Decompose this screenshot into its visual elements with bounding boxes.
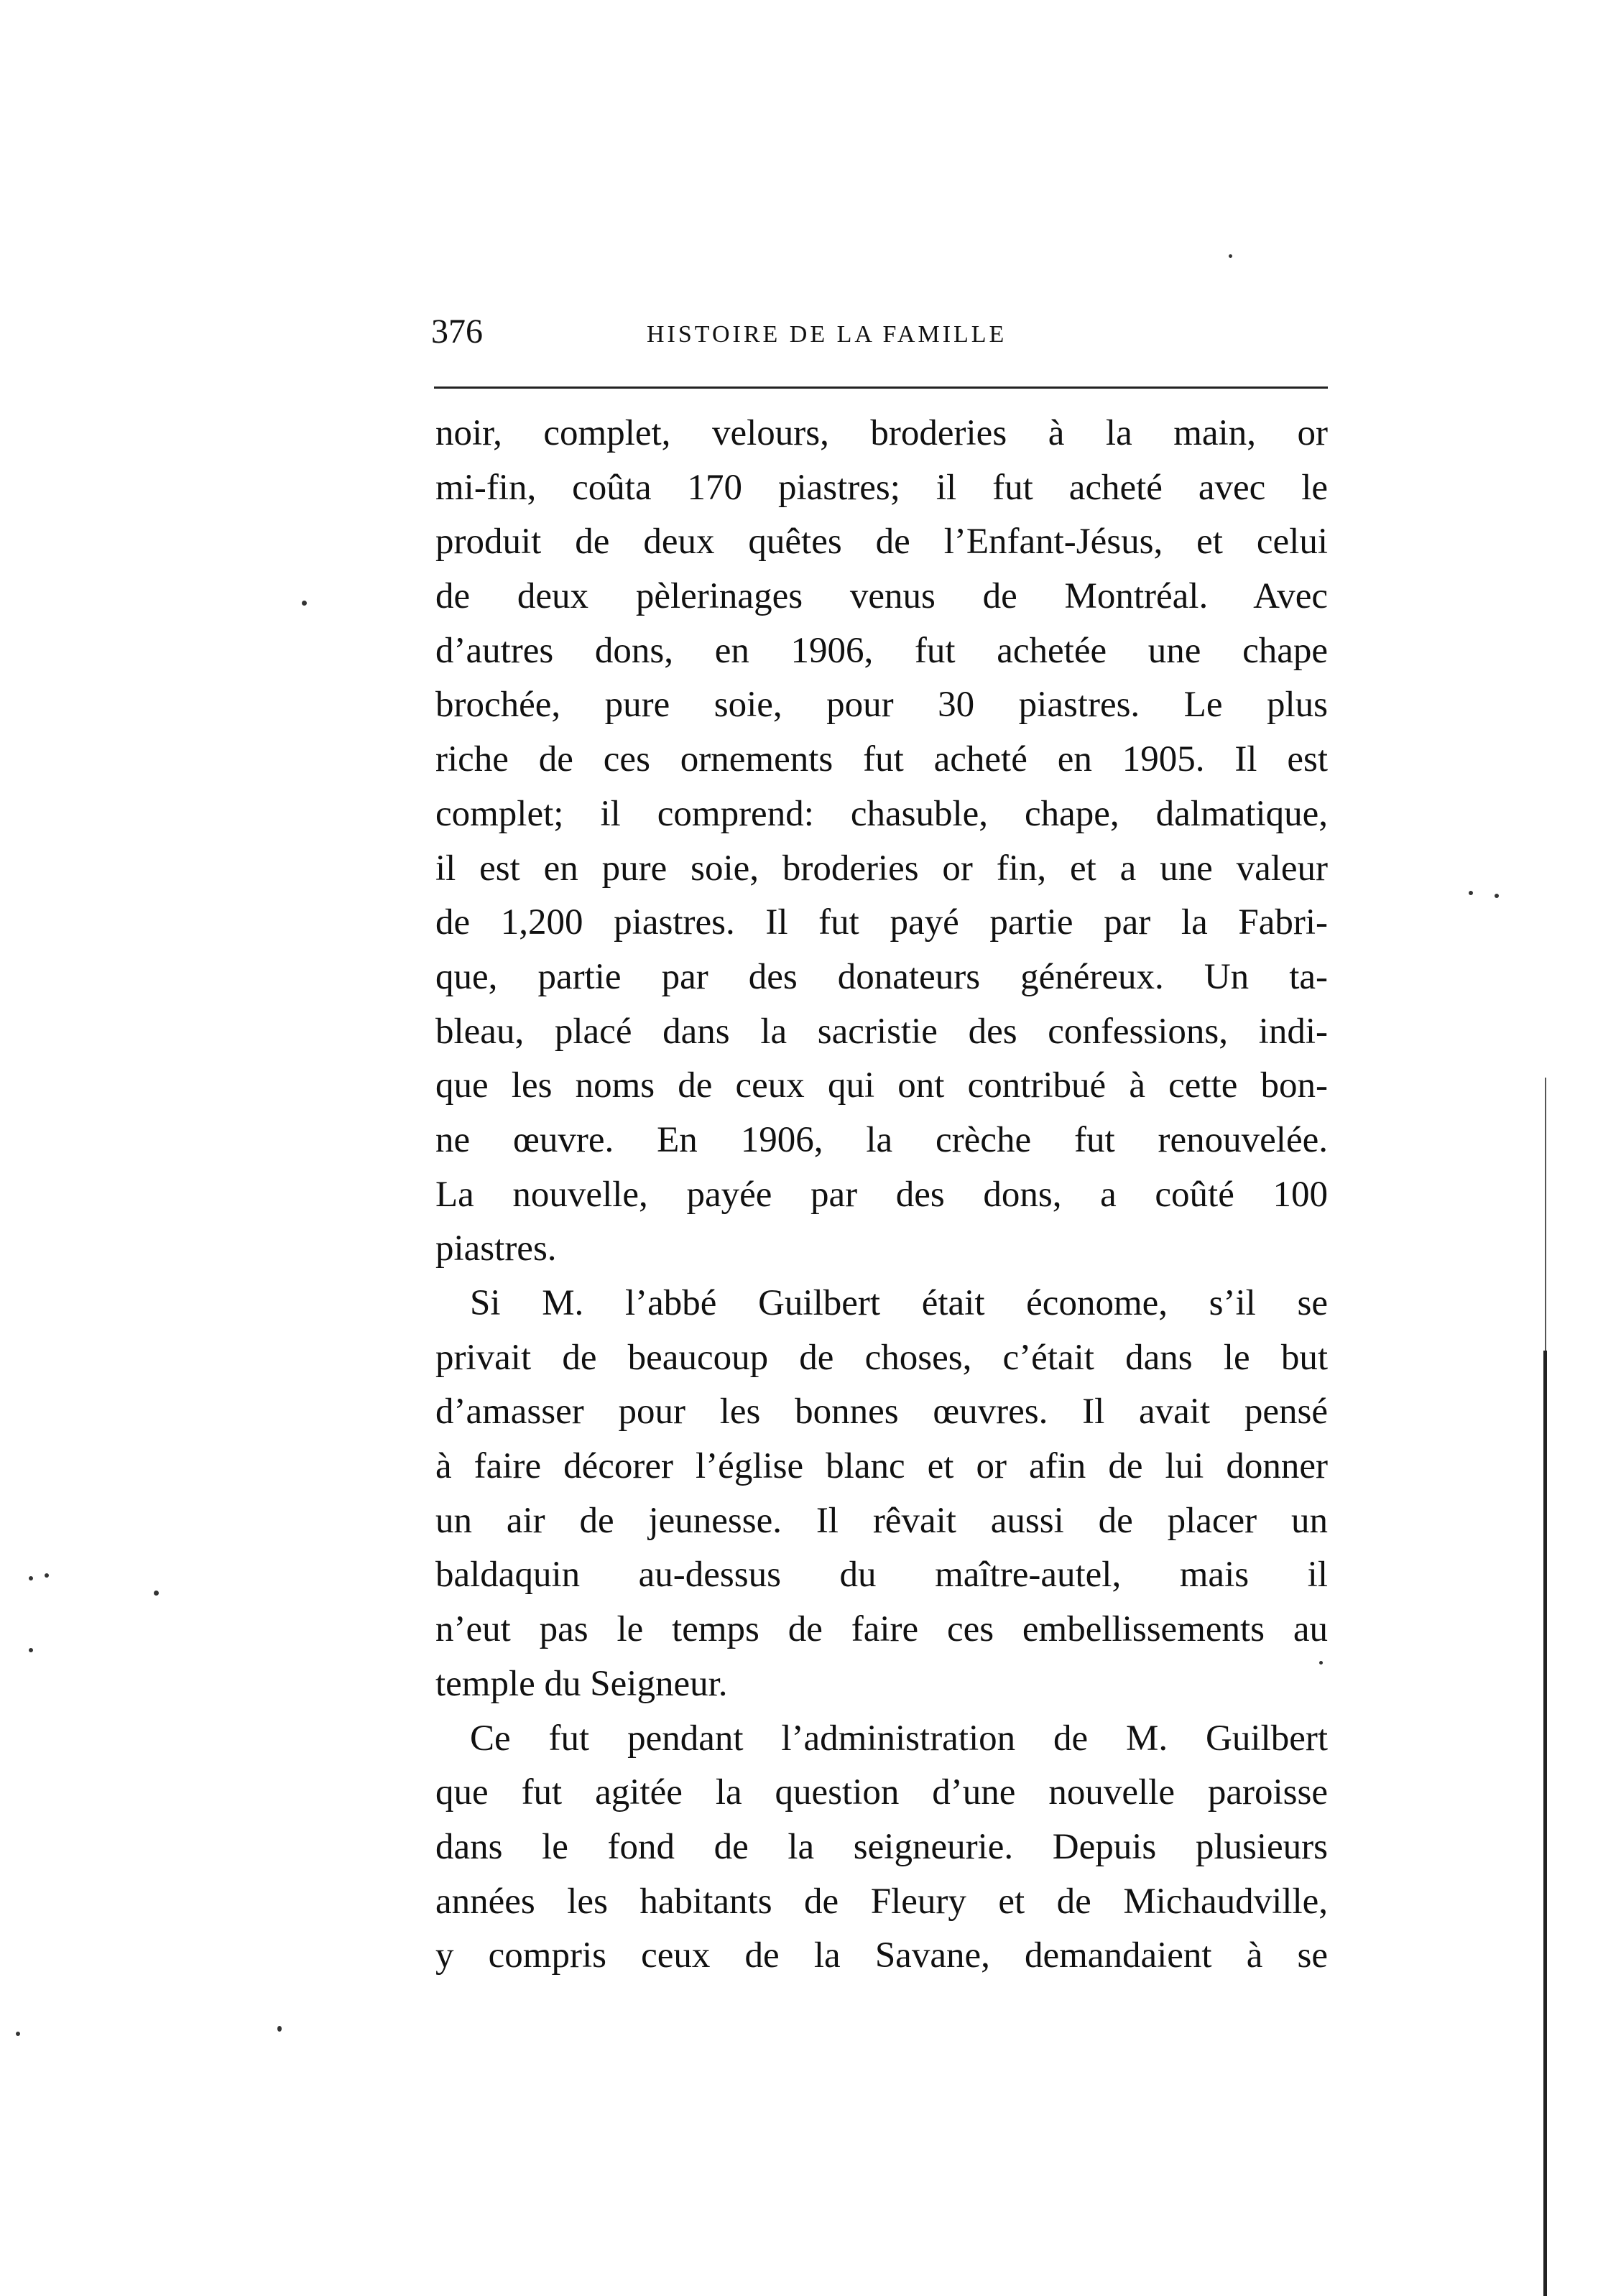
text-line: produit de deux quêtes de l’Enfant-Jésus, et celui bbox=[435, 522, 1328, 563]
text-line: d’amasser pour les bonnes œuvres. Il avait pensé bbox=[435, 1392, 1328, 1432]
scan-speck bbox=[154, 1591, 159, 1596]
scan-edge-line bbox=[1545, 1078, 1546, 1351]
text-line: un air de jeunesse. Il rêvait aussi de placer un bbox=[435, 1500, 1328, 1541]
text-line: noir, complet, velours, broderies à la main, or bbox=[435, 413, 1328, 453]
scan-speck bbox=[1469, 891, 1473, 895]
text-line: n’eut pas le temps de faire ces embellissements au bbox=[435, 1609, 1328, 1650]
text-line: de deux pèlerinages venus de Montréal. Avec bbox=[435, 576, 1328, 617]
scan-speck bbox=[1319, 1661, 1323, 1665]
text-line: que, partie par des donateurs généreux. Un ta- bbox=[435, 956, 1328, 997]
scan-speck bbox=[1495, 894, 1499, 898]
text-line: ne œuvre. En 1906, la crèche fut renouvelée. bbox=[435, 1119, 1328, 1160]
text-line: riche de ces ornements fut acheté en 1905. Il est bbox=[435, 739, 1328, 780]
running-head: HISTOIRE DE LA FAMILLE bbox=[647, 321, 1007, 348]
text-line: il est en pure soie, broderies or fin, et a une valeur bbox=[435, 848, 1328, 889]
text-line: mi-fin, coûta 170 piastres; il fut acheté avec le bbox=[435, 467, 1328, 508]
text-line: que les noms de ceux qui ont contribué à cette bon- bbox=[435, 1065, 1328, 1106]
text-line: bleau, placé dans la sacristie des confessions, indi- bbox=[435, 1011, 1328, 1052]
text-line: années les habitants de Fleury et de Michaudville, bbox=[435, 1881, 1328, 1922]
scan-edge-line bbox=[1543, 1351, 1547, 2296]
scan-speck bbox=[29, 1576, 33, 1580]
scan-speck bbox=[29, 1648, 33, 1652]
text-line: à faire décorer l’église blanc et or afin de lui donner bbox=[435, 1446, 1328, 1487]
scan-speck bbox=[277, 2026, 282, 2032]
text-line: Si M. l’abbé Guilbert était économe, s’il se bbox=[470, 1283, 1328, 1323]
body-text bbox=[435, 407, 1328, 1983]
text-line: que fut agitée la question d’une nouvelle paroisse bbox=[435, 1772, 1328, 1813]
header-rule bbox=[434, 386, 1328, 389]
scan-speck bbox=[1229, 254, 1232, 258]
text-line: y compris ceux de la Savane, demandaient à se bbox=[435, 1935, 1328, 1976]
text-line: Ce fut pendant l’administration de M. Guilbert bbox=[470, 1718, 1328, 1759]
text-line: complet; il comprend: chasuble, chape, dalmatique, bbox=[435, 793, 1328, 834]
text-line: dans le fond de la seigneurie. Depuis plusieurs bbox=[435, 1826, 1328, 1867]
scan-speck bbox=[302, 601, 307, 606]
text-line: piastres. bbox=[435, 1228, 557, 1269]
text-line: temple du Seigneur. bbox=[435, 1663, 728, 1704]
page-number: 376 bbox=[431, 313, 483, 351]
text-line: d’autres dons, en 1906, fut achetée une chape bbox=[435, 630, 1328, 671]
scan-speck bbox=[45, 1573, 49, 1578]
text-line: La nouvelle, payée par des dons, a coûté 100 bbox=[435, 1174, 1328, 1215]
text-line: brochée, pure soie, pour 30 piastres. Le plus bbox=[435, 685, 1328, 726]
text-line: baldaquin au-dessus du maître-autel, mais il bbox=[435, 1555, 1328, 1596]
page-header bbox=[431, 310, 1329, 353]
text-line: de 1,200 piastres. Il fut payé partie par la Fabri- bbox=[435, 902, 1328, 943]
scan-speck bbox=[16, 2032, 20, 2036]
text-line: privait de beaucoup de choses, c’était dans le but bbox=[435, 1337, 1328, 1378]
